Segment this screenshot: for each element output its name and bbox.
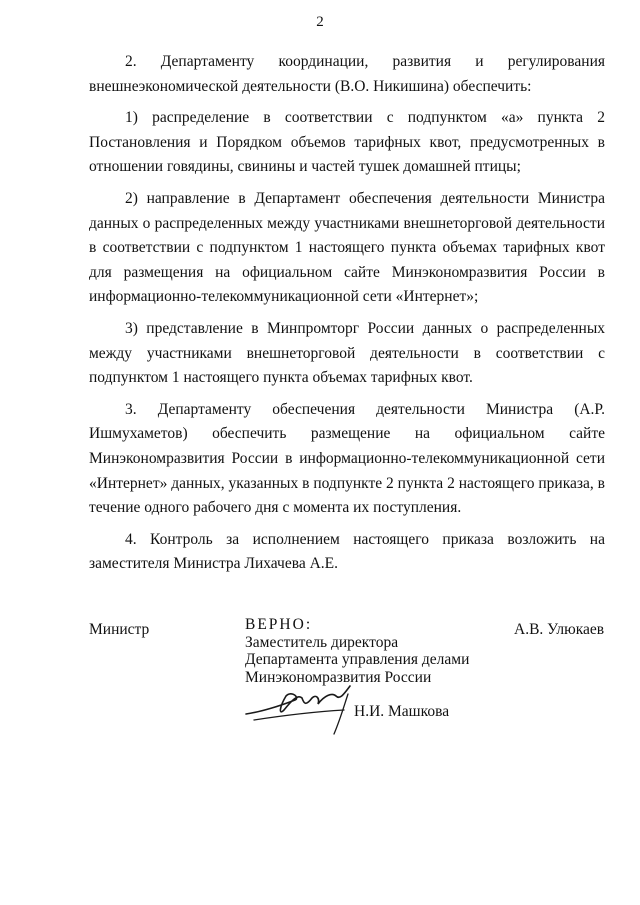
verifier-name: Н.И. Машкова [354, 703, 450, 720]
paragraph-3: 3. Департаменту обеспечения деятельности Министра (А.Р. Ишмухаметов) обеспечить размещение на официальном сайте Минэкономразвития России в информационно-телекоммуникационной сети «Интернет» данных, указанных в подпункте 2 пункта 2 настоящего приказа, в течение одного рабочего дня с момента их поступления. [89, 400, 605, 517]
verifier-position-line2: Департамента управления делами [245, 651, 470, 668]
minister-name: А.В. Улюкаев [514, 621, 605, 638]
handwritten-signature [240, 676, 370, 736]
paragraph-2-2: 2) направление в Департамент обеспечения деятельности Министра данных о распределенных между участниками внешнеторговой деятельности в соответствии с подпунктом 1 настоящего пункта объемах тарифных квот для размещения на официальном сайте Минэкономразвития России в информационно-телекоммуникационной сети «Интернет»; [89, 189, 605, 306]
paragraph-2-3: 3) представление в Минпромторг России данных о распределенных между участниками внешнеторговой деятельности в соответствии с подпунктом 1 настоящего пункта объемах тарифных квот. [89, 319, 605, 387]
verified-label: ВЕРНО: [245, 616, 313, 633]
verifier-position-line1: Заместитель директора [245, 633, 399, 651]
paragraph-4: 4. Контроль за исполнением настоящего приказа возложить на заместителя Министра Лихачева А.Е. [89, 530, 605, 573]
paragraph-2: 2. Департаменту координации, развития и регулирования внешнеэкономической деятельности (В.О. Никишина) обеспечить: [89, 53, 605, 95]
paragraph-2-1: 1) распределение в соответствии с подпунктом «а» пункта 2 Постановления и Порядком объемов тарифных квот, предусмотренных в отношении говядины, свинины и частей тушек домашней птицы; [89, 109, 605, 176]
verifier-position-line3: Минэкономразвития России [245, 668, 432, 686]
document-body [89, 50, 605, 584]
page-number: 2 [316, 14, 324, 30]
minister-title: Министр [89, 621, 150, 638]
